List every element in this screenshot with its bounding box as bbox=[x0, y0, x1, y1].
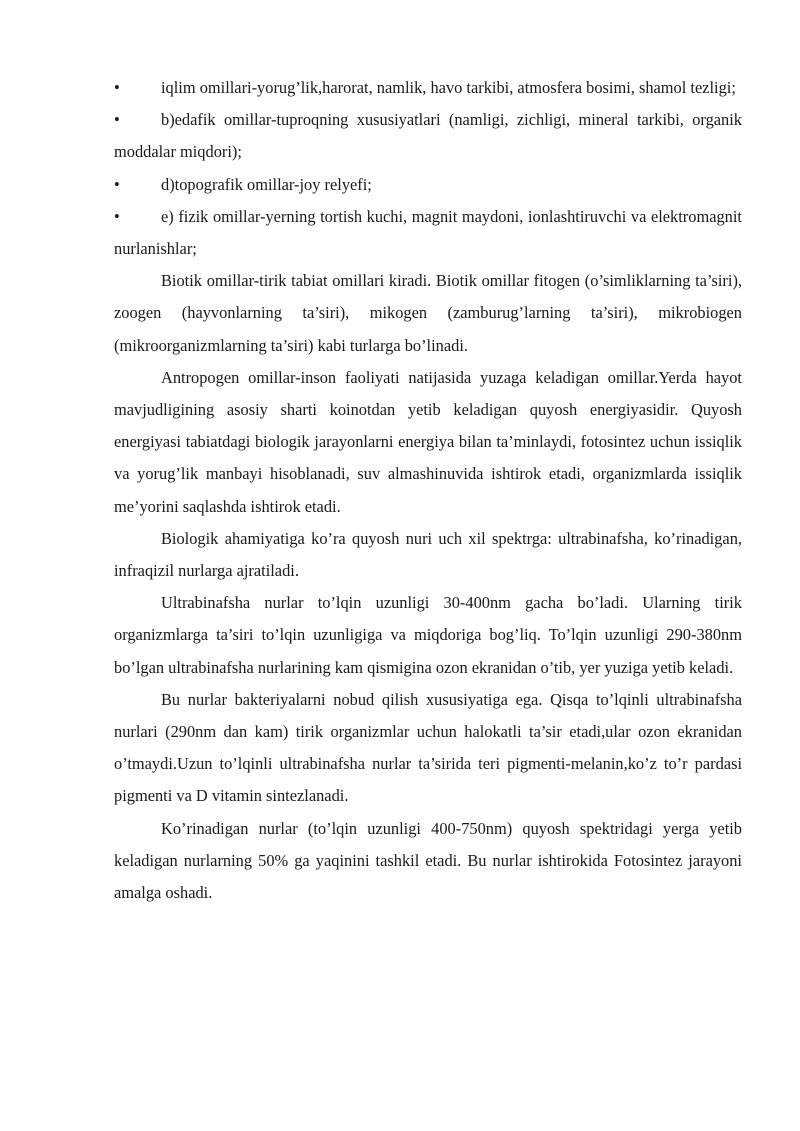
bullet-text: iqlim omillari-yorug’lik,harorat, namlik, havo tarkibi, atmosfera bosimi, shamol tezligi; bbox=[161, 78, 736, 97]
bullet-item bbox=[114, 72, 742, 104]
bullet-mark: • bbox=[114, 78, 120, 97]
paragraph-antropogen: Antropogen omillar-inson faoliyati natijasida yuzaga keladigan omillar.Yerda hayot mavjudligining asosiy sharti koinotdan yetib keladigan quyosh energiyasidir. Quyosh energiyasi tabiatdagi biologik jarayonlarni energiya bilan ta’minlaydi, fotosintez uchun issiqlik va yorug’lik manbayi hisoblanadi, suv almashinuvida ishtirok etadi, organizmlarda issiqlik me’yorini saqlashda ishtirok etadi. bbox=[114, 367, 742, 516]
bullet-text: b)edafik omillar-tuproqning xususiyatlari (namligi, zichligi, mineral tarkibi, organik moddalar miqdori); bbox=[114, 110, 742, 162]
paragraph-ultrabinafsha: Ultrabinafsha nurlar to’lqin uzunligi 30-400nm gacha bo’ladi. Ularning tirik organizmlarga ta’siri to’lqin uzunligiga va miqdoriga bog’liq. To’lqin uzunligi 290-380nm bo’lgan ultrabinafsha nurlarining kam qismigina ozon ekranidan o’tib, yer yuziga yetib keladi. bbox=[114, 593, 742, 677]
paragraph-spektr: Biologik ahamiyatiga ko’ra quyosh nuri uch xil spektrga: ultrabinafsha, ko’rinadigan, infraqizil nurlarga ajratiladi. bbox=[114, 528, 742, 581]
bullet-mark: • bbox=[114, 110, 120, 130]
paragraph-bakteriya: Bu nurlar bakteriyalarni nobud qilish xususiyatiga ega. Qisqa to’lqinli ultrabinafsha nurlari (290nm dan kam) tirik organizmlar uchun halokatli ta’sir etadi,ular ozon ekranidan o’tmaydi.Uzun to’lqinli ultrabinafsha nurlar ta’sirida teri pigmenti-melanin,ko’z to’r pardasi pigmenti va D vitamin sintezlanadi. bbox=[114, 689, 742, 806]
bullet-mark: • bbox=[114, 174, 120, 194]
bullet-item bbox=[114, 169, 742, 201]
bullet-text: d)topografik omillar-joy relyefi; bbox=[161, 174, 372, 194]
bullet-item bbox=[114, 201, 742, 265]
bullet-text: e) fizik omillar-yerning tortish kuchi, magnit maydoni, ionlashtiruvchi va elektromagnit nurlanishlar; bbox=[114, 206, 742, 259]
bullet-mark: • bbox=[114, 206, 120, 226]
document-page bbox=[114, 72, 742, 909]
bullet-item bbox=[114, 104, 742, 168]
paragraph-biotik: Biotik omillar-tirik tabiat omillari kiradi. Biotik omillar fitogen (o’simliklarning ta’siri), zoogen (hayvonlarning ta’siri), mikogen (zamburug’larning ta’siri), mikrobiogen (mikroorganizmlarning ta’siri) kabi turlarga bo’linadi. bbox=[114, 271, 742, 355]
paragraph-korinadigan: Ko’rinadigan nurlar (to’lqin uzunligi 400-750nm) quyosh spektridagi yerga yetib keladigan nurlarning 50% ga yaqinini tashkil etadi. Bu nurlar ishtirokida Fotosintez jarayoni amalga oshadi. bbox=[114, 818, 742, 903]
